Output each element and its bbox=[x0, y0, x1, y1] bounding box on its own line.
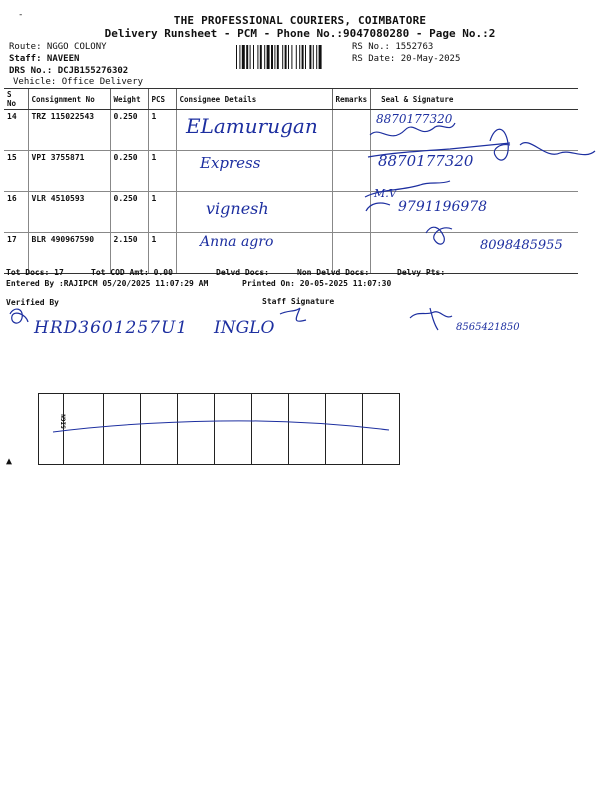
barcode-bar bbox=[277, 45, 279, 69]
row-sno: 14 bbox=[4, 110, 28, 151]
stray-mark: ▲ bbox=[6, 456, 13, 467]
sign-cell bbox=[325, 394, 362, 464]
barcode-bar bbox=[299, 45, 300, 69]
row-consignment: BLR 490967590 bbox=[28, 233, 110, 274]
barcode-bar bbox=[296, 45, 297, 69]
barcode-bar bbox=[313, 45, 314, 69]
staff-field: Staff: NAVEEN bbox=[9, 54, 80, 64]
barcode-bar bbox=[236, 45, 237, 69]
sign-cell bbox=[103, 394, 140, 464]
sign-cell bbox=[288, 394, 325, 464]
handwritten-consignee: ELamurugan bbox=[186, 114, 318, 138]
stray-mark: - bbox=[18, 10, 24, 20]
row-pcs: 1 bbox=[148, 110, 176, 151]
sign-cell bbox=[60, 394, 103, 464]
row-consignment: VPI 3755871 bbox=[28, 151, 110, 192]
row-weight: 0.250 bbox=[110, 110, 148, 151]
barcode-bar bbox=[246, 45, 248, 69]
entered-by: Entered By :RAJIPCM 05/20/2025 11:07:29 AM bbox=[6, 279, 209, 288]
total-cod-amount: Tot COD Amt: 0.00 bbox=[91, 268, 173, 277]
barcode-bar bbox=[274, 45, 275, 69]
handwritten-phone: 8870177320 bbox=[378, 152, 474, 170]
row-pcs: 1 bbox=[148, 192, 176, 233]
row-consignment: TRZ 115022543 bbox=[28, 110, 110, 151]
row-sno: 16 bbox=[4, 192, 28, 233]
runsheet-subtitle: Delivery Runsheet - PCM - Phone No.:9047080280 - Page No.:2 bbox=[104, 27, 496, 40]
sign-cell bbox=[362, 394, 399, 464]
drs-number: DRS No.: DCJB155276302 bbox=[9, 66, 129, 76]
handwritten-initials: M.V bbox=[374, 187, 397, 200]
sign-cell bbox=[177, 394, 214, 464]
barcode-bar bbox=[250, 45, 251, 69]
row-weight: 0.250 bbox=[110, 192, 148, 233]
barcode-bar bbox=[316, 45, 317, 69]
sign-cell bbox=[251, 394, 288, 464]
barcode-bar bbox=[271, 45, 273, 69]
barcode-bar bbox=[309, 45, 311, 69]
handwritten-consignee: vignesh bbox=[206, 199, 269, 218]
col-consignee: Consignee Details bbox=[176, 89, 332, 110]
sign-cell bbox=[214, 394, 251, 464]
barcode-bar bbox=[282, 45, 283, 69]
non-delivered-docs: Non Delvd Docs: bbox=[297, 268, 370, 277]
barcode-image bbox=[236, 45, 348, 69]
printed-on: Printed On: 20-05-2025 11:07:30 bbox=[242, 279, 392, 288]
row-remarks bbox=[332, 151, 371, 192]
company-title: THE PROFESSIONAL COURIERS, COIMBATORE bbox=[173, 14, 427, 27]
barcode-bar bbox=[253, 45, 254, 69]
sign-cell bbox=[39, 394, 63, 464]
handwritten-verified-code: HRD3601257U1 bbox=[34, 318, 189, 338]
handwritten-staff-name: INGLO bbox=[214, 318, 275, 338]
handwritten-seal: 8870177320 bbox=[376, 112, 453, 126]
col-weight: Weight bbox=[110, 89, 148, 110]
row-weight: 2.150 bbox=[110, 233, 148, 274]
row-pcs: 1 bbox=[148, 233, 176, 274]
sign-grid bbox=[38, 393, 400, 465]
table-row bbox=[4, 192, 578, 233]
staff-signature-label: Staff Signature bbox=[262, 297, 335, 306]
delivered-docs: Delvd Docs: bbox=[216, 268, 269, 277]
rs-number: RS No.: 1552763 bbox=[352, 42, 434, 52]
col-remarks: Remarks bbox=[332, 89, 371, 110]
barcode-bar bbox=[260, 45, 262, 69]
row-pcs: 1 bbox=[148, 151, 176, 192]
handwritten-phone: 8098485955 bbox=[480, 238, 563, 253]
handwritten-consignee: Express bbox=[200, 154, 261, 172]
col-consignment: Consignment No bbox=[28, 89, 110, 110]
route-field: Route: NGGO COLONY bbox=[9, 42, 107, 52]
row-sno: 17 bbox=[4, 233, 28, 274]
sign-cell bbox=[140, 394, 177, 464]
col-seal-signature: Seal & Signature bbox=[371, 89, 578, 110]
barcode-bar bbox=[288, 45, 289, 69]
row-remarks bbox=[332, 110, 371, 151]
vehicle-field: Vehicle: Office Delivery bbox=[13, 77, 144, 87]
row-remarks bbox=[332, 192, 371, 233]
barcode-bar bbox=[319, 45, 322, 69]
barcode-bar bbox=[285, 45, 287, 69]
col-sno: S No bbox=[4, 89, 28, 110]
table-header-row bbox=[4, 89, 578, 110]
delivery-points: Delvy Pts: bbox=[397, 268, 446, 277]
handwritten-phone: 9791196978 bbox=[398, 199, 488, 215]
barcode-bar bbox=[239, 45, 240, 69]
row-consignment: VLR 4510593 bbox=[28, 192, 110, 233]
barcode-bar bbox=[264, 45, 265, 69]
row-weight: 0.250 bbox=[110, 151, 148, 192]
rs-date: RS Date: 20-May-2025 bbox=[352, 54, 461, 64]
table-row bbox=[4, 151, 578, 192]
row-sno: 15 bbox=[4, 151, 28, 192]
barcode-bar bbox=[305, 45, 306, 69]
total-docs: Tot Docs: 17 bbox=[6, 268, 64, 277]
barcode-bar bbox=[242, 45, 245, 69]
verified-by-label: Verified By bbox=[6, 298, 59, 307]
col-pcs: PCS bbox=[148, 89, 176, 110]
barcode-bar bbox=[267, 45, 270, 69]
barcode-bar bbox=[257, 45, 258, 69]
handwritten-consignee: Anna agro bbox=[200, 234, 274, 250]
barcode-bar bbox=[302, 45, 304, 69]
sign-label: SIGN bbox=[60, 414, 68, 429]
handwritten-staff-phone: 8565421850 bbox=[456, 322, 520, 333]
barcode-bar bbox=[291, 45, 292, 69]
